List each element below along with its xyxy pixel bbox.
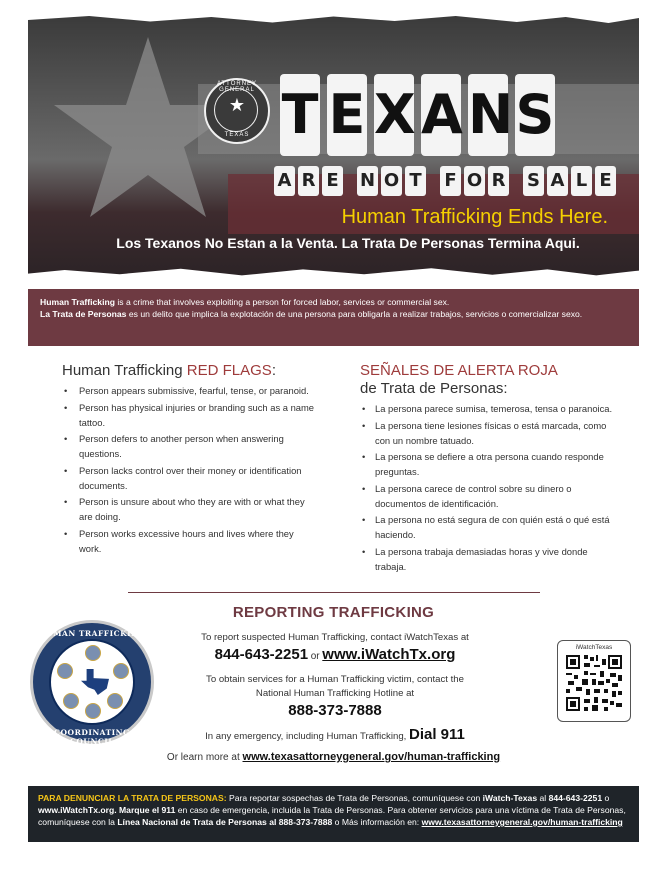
headline-letter: T <box>280 74 320 156</box>
texas-map-icon <box>81 669 109 695</box>
band-website-link[interactable]: www.texasattorneygeneral.gov/human-trafficking <box>421 817 623 827</box>
learn-more-line <box>0 751 667 763</box>
services-instruction-2: National Human Trafficking Hotline at <box>255 688 415 699</box>
band-bold[interactable]: www.iWatchTx.org. Marque el 911 <box>38 805 176 815</box>
definition-spanish <box>40 308 629 320</box>
emergency-text: In any emergency, including Human Trafficking, <box>205 731 407 742</box>
list-item: • La persona trabaja demasiadas horas y vive donde trabaja. <box>360 544 620 574</box>
or-text: or <box>310 651 320 662</box>
definition-band <box>28 289 639 346</box>
iwatch-website-link[interactable]: www.iWatchTx.org <box>322 646 456 663</box>
hotline-line <box>140 702 530 719</box>
band-text: o Más información en: <box>332 817 422 827</box>
definition-english <box>40 296 629 308</box>
headline-letter: X <box>374 74 414 156</box>
texans-headline <box>280 74 555 156</box>
definition-text-en: is a crime that involves exploiting a person for forced labor, services or commercial sex. <box>114 297 450 307</box>
iwatch-qr-code[interactable] <box>557 640 631 722</box>
seal-top-text: ATTORNEY GENERAL <box>216 81 258 93</box>
red-flags-title-suffix: : <box>271 362 276 379</box>
senales-list <box>360 401 620 574</box>
qr-label: iWatchTexas <box>575 644 613 651</box>
red-flags-title-prefix: Human Trafficking <box>62 362 187 379</box>
section-divider <box>128 592 540 593</box>
agency-seal-icon <box>57 663 73 679</box>
list-item: • Person is unsure about who they are with or what they are doing. <box>62 494 317 524</box>
reporting-title: REPORTING TRAFFICKING <box>232 604 435 621</box>
subheadline-letter: R <box>488 166 509 196</box>
word-space <box>429 166 437 196</box>
seal-bottom-text: TEXAS <box>224 132 250 138</box>
red-flags-list <box>62 383 317 556</box>
report-contact-line <box>140 646 530 663</box>
subheadline-letter: L <box>571 166 592 196</box>
subheadline-letter: E <box>595 166 616 196</box>
agency-seal-icon <box>85 645 101 661</box>
seal-star-icon: ★ <box>228 95 246 115</box>
band-text: al <box>537 793 549 803</box>
coordinating-council-logo <box>30 620 154 744</box>
band-bold: Línea Nacional de Trata de Personas al 888-373-7888 <box>117 817 333 827</box>
senales-column <box>360 362 620 576</box>
band-bold[interactable]: 844-643-2251 <box>548 793 603 803</box>
not-for-sale-subheadline <box>274 166 616 196</box>
report-instruction: To report suspected Human Trafficking, contact iWatchTexas at <box>201 632 469 643</box>
agency-seal-icon <box>113 663 129 679</box>
band-lead: PARA DENUNCIAR LA TRATA DE PERSONAS: <box>38 793 227 803</box>
council-top-text: HUMAN TRAFFICKING <box>38 629 146 638</box>
council-bottom-text: COORDINATING COUNCIL <box>54 728 130 746</box>
band-text: en caso de emergencia, incluida la Trata de Personas. Para obtener servicios para una víctima de Trata de Personas, comuníquese con la <box>38 805 626 827</box>
subheadline-letter: O <box>381 166 402 196</box>
word-space <box>512 166 520 196</box>
subheadline-letter: T <box>405 166 426 196</box>
subheadline-letter: R <box>298 166 319 196</box>
agency-seal-icon <box>63 693 79 709</box>
ends-here-tagline: Human Trafficking Ends Here. <box>341 206 608 228</box>
list-item: • La persona carece de control sobre su dinero o documentos de identificación. <box>360 481 620 511</box>
subheadline-letter: A <box>547 166 568 196</box>
learn-more-prefix: Or learn more at <box>166 752 243 763</box>
list-item: • La persona se defiere a otra persona cuando responde preguntas. <box>360 449 620 479</box>
list-item: • La persona tiene lesiones físicas o está marcada, como con un nombre tatuado. <box>360 418 620 448</box>
definition-term-es: La Trata de Personas <box>40 309 127 319</box>
band-bold: iWatch-Texas <box>482 793 538 803</box>
band-text: o <box>602 793 610 803</box>
red-flags-title-red: RED FLAGS <box>186 362 272 379</box>
red-flags-column <box>62 362 317 558</box>
services-instruction-1: To obtain services for a Human Trafficking victim, contact the <box>206 674 464 685</box>
senales-title-red: SEÑALES DE ALERTA ROJA <box>360 362 558 379</box>
spanish-tagline: Los Texanos No Estan a la Venta. La Trata De Personas Termina Aqui. <box>116 235 580 251</box>
subheadline-letter: N <box>357 166 378 196</box>
council-inner-ring <box>49 639 135 725</box>
attorney-general-link[interactable]: www.texasattorneygeneral.gov/human-trafficking <box>242 751 501 763</box>
dial-911-text: Dial 911 <box>409 726 465 743</box>
word-space <box>346 166 354 196</box>
definition-term-en: Human Trafficking <box>40 297 115 307</box>
iwatch-phone-link[interactable]: 844-643-2251 <box>214 646 309 663</box>
agency-seal-icon <box>85 703 101 719</box>
list-item: • Person has physical injuries or branding such as a name tattoo. <box>62 400 317 430</box>
spanish-reporting-band <box>28 786 639 842</box>
subheadline-letter: E <box>322 166 343 196</box>
list-item: • Person defers to another person when answering questions. <box>62 431 317 461</box>
emergency-line <box>140 726 530 743</box>
band-text: Para reportar sospechas de Trata de Personas, comuníquese con <box>226 793 483 803</box>
list-item: • La persona no está segura de con quién está o qué está haciendo. <box>360 512 620 542</box>
headline-letter: N <box>468 74 508 156</box>
red-flags-title <box>62 362 317 380</box>
hotline-phone-link[interactable]: 888-373-7888 <box>288 702 382 719</box>
list-item: • Person works excessive hours and lives where they work. <box>62 526 317 556</box>
subheadline-letter: O <box>464 166 485 196</box>
agency-seal-icon <box>107 693 123 709</box>
headline-letter: E <box>327 74 367 156</box>
headline-letter: A <box>421 74 461 156</box>
list-item: • La persona parece sumisa, temerosa, tensa o paranoica. <box>360 401 620 416</box>
definition-text-es: es un delito que implica la explotación de una persona para obligarla a realizar trabajos, servicios o comercializar sexo. <box>126 309 583 319</box>
attorney-general-seal <box>204 78 270 144</box>
headline-letter: S <box>515 74 555 156</box>
qr-code-icon <box>566 655 622 711</box>
hero-banner <box>28 14 639 279</box>
senales-title-rest: de Trata de Personas: <box>360 380 508 397</box>
list-item: • Person lacks control over their money or identification documents. <box>62 463 317 493</box>
subheadline-letter: S <box>523 166 544 196</box>
subheadline-letter: F <box>440 166 461 196</box>
list-item: • Person appears submissive, fearful, tense, or paranoid. <box>62 383 317 398</box>
senales-title <box>360 362 620 398</box>
subheadline-letter: A <box>274 166 295 196</box>
